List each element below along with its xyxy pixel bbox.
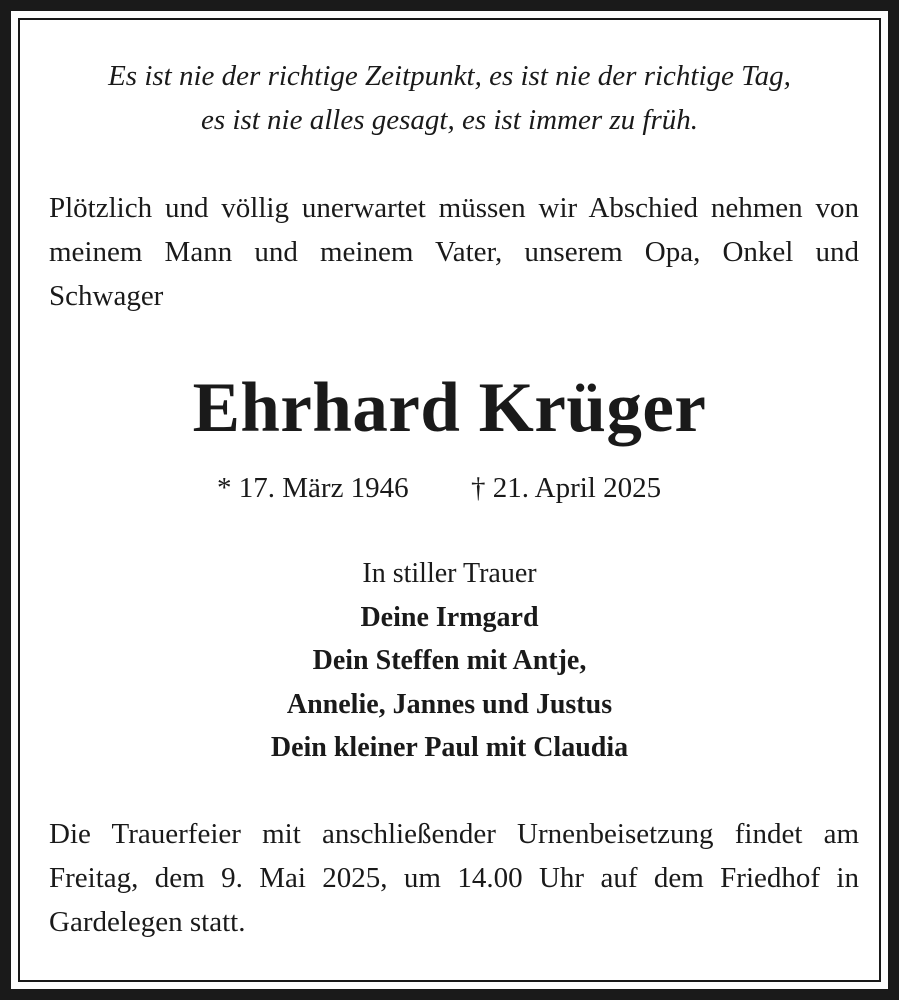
intro-text: Plötzlich und völlig unerwartet müssen wir Abschied nehmen von meinem Mann und meinem Vater, unserem Opa, Onkel und Schwager <box>49 192 859 312</box>
mourner-name: Annelie, Jannes und Justus <box>286 688 613 720</box>
deceased-name: Ehrhard Krüger <box>192 369 707 447</box>
mourner-name: Dein kleiner Paul mit Claudia <box>270 732 629 763</box>
mourners-block <box>0 552 899 770</box>
service-line-2: Freitag, dem 9. Mai 2025, um 14.00 Uhr auf dem Friedhof in <box>49 862 859 894</box>
service-line-3: Gardelegen statt. <box>49 906 246 938</box>
service-line-1: Die Trauerfeier mit anschließender Urnenbeisetzung findet am <box>49 818 859 850</box>
service-info <box>49 812 859 944</box>
quote-line-1: Es ist nie der richtige Zeitpunkt, es ist nie der richtige Tag, <box>108 60 791 92</box>
quote-line-2: es ist nie alles gesagt, es ist immer zu früh. <box>200 104 698 136</box>
life-dates <box>0 468 899 508</box>
mourner-name: Deine Irmgard <box>360 601 539 633</box>
mourner-name: Dein Steffen mit Antje, <box>312 645 587 676</box>
mourners-heading: In stiller Trauer <box>362 558 537 589</box>
quote <box>0 54 899 142</box>
birth-date: * 17. März 1946 <box>217 472 409 504</box>
death-date: † 21. April 2025 <box>471 472 662 504</box>
